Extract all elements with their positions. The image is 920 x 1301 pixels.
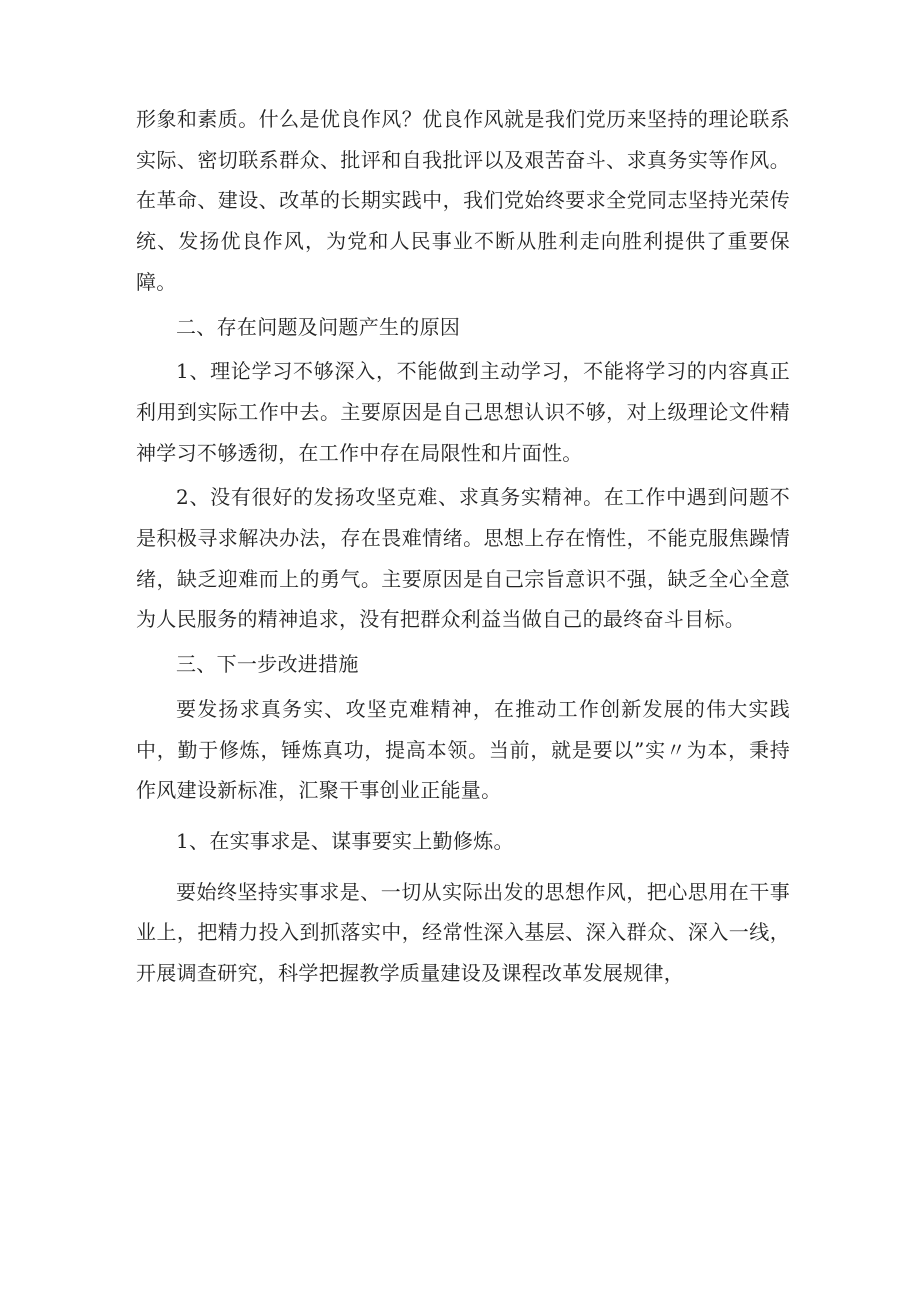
paragraph-problem-2: 2、没有很好的发扬攻坚克难、求真务实精神。在工作中遇到问题不是积极寻求解决办法，存在畏难情绪。思想上存在惰性，不能克服焦躁情绪，缺乏迎难而上的勇气。主要原因是自己宗旨意识不强，缺乏全心全意为人民服务的精神追求，没有把群众利益当做自己的最终奋斗目标。 — [136, 485, 790, 632]
subheading-measure-1: 1、在实事求是、谋事要实上勤修炼。 — [176, 828, 514, 853]
paragraph-measure-1: 要始终坚持实事求是、一切从实际出发的思想作风，把心思用在干事业上，把精力投入到抓落实中，经常性深入基层、深入群众、深入一线，开展调查研究，科学把握教学质量建设及课程改革发展规律， — [136, 879, 790, 986]
paragraph-continuation: 形象和素质。什么是优良作风？优良作风就是我们党历来坚持的理论联系实际、密切联系群众、批评和自我批评以及艰苦奋斗、求真务实等作风。在革命、建设、改革的长期实践中，我们党始终要求全党同志坚持光荣传统、发扬优良作风，为党和人民事业不断从胜利走向胜利提供了重要保障。 — [136, 107, 790, 294]
section-heading-measures: 三、下一步改进措施 — [176, 652, 359, 677]
paragraph-measures-intro: 要发扬求真务实、攻坚克难精神，在推动工作创新发展的伟大实践中，勤于修炼，锤炼真功，提高本领。当前，就是要以”实〃为本，秉持作风建设新标准，汇聚干事创业正能量。 — [136, 696, 790, 803]
document-body — [136, 99, 790, 994]
paragraph-problem-1: 1、理论学习不够深入，不能做到主动学习，不能将学习的内容真正利用到实际工作中去。主要原因是自己思想认识不够，对上级理论文件精神学习不够透彻，在工作中存在局限性和片面性。 — [136, 359, 790, 465]
section-heading-problems: 二、存在问题及问题产生的原因 — [176, 314, 461, 339]
